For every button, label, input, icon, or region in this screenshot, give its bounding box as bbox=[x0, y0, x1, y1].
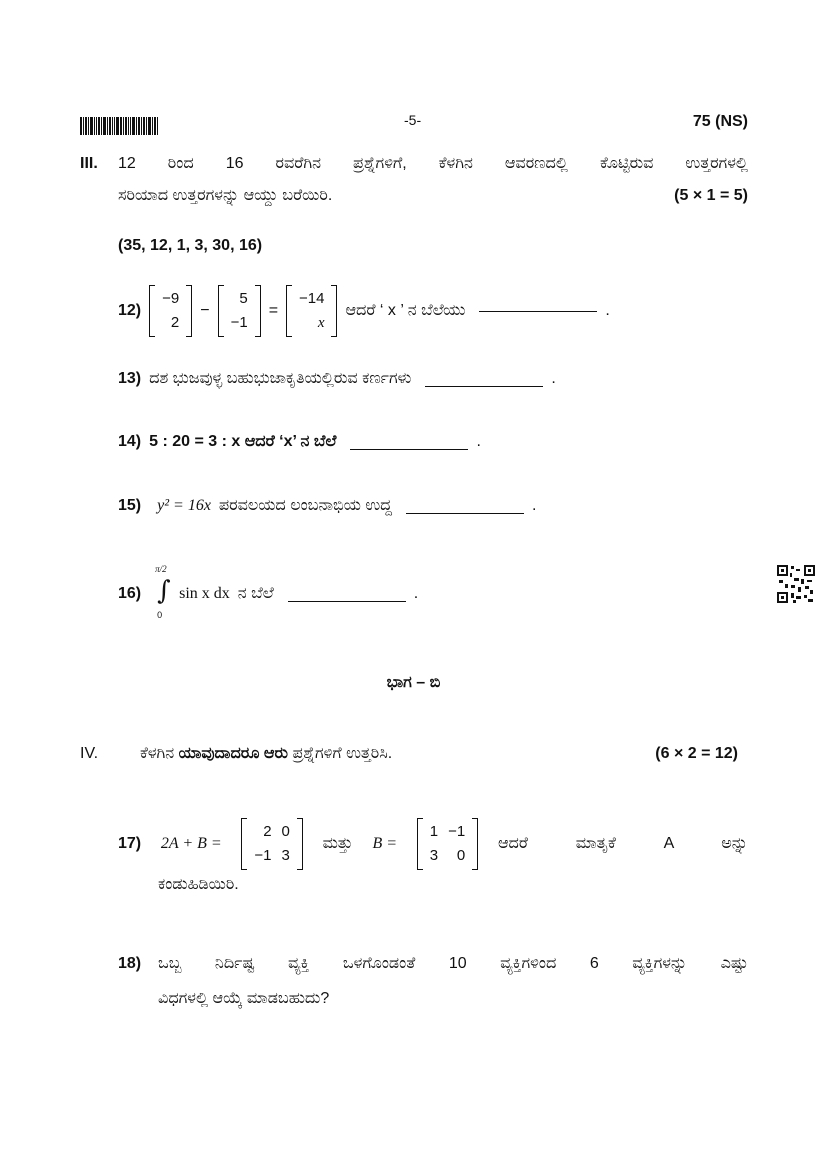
section-4-marks: (6 × 2 = 12) bbox=[655, 745, 738, 762]
answer-options: (35, 12, 1, 3, 30, 16) bbox=[118, 237, 263, 254]
paper-code: 75 (NS) bbox=[692, 113, 748, 130]
matrix-cell: 5 bbox=[239, 290, 248, 307]
matrix-cell: 2 bbox=[170, 314, 180, 331]
parabola-equation: y² = 16x bbox=[157, 497, 211, 514]
question-18-line1: ಒಬ್ಬ ನಿರ್ದಿಷ್ಟ ವ್ಯಕ್ತಿ ಒಳಗೊಂಡಂತೆ 10 ವ್ಯಕ್ತಿಗಳಿಂದ 6 ವ್ಯಕ್ತಿಗಳನ್ನು ಎಷ್ಟು bbox=[158, 955, 748, 972]
section-3-marks: (5 × 1 = 5) bbox=[674, 187, 748, 204]
barcode bbox=[80, 117, 188, 135]
matrix-cell: −14 bbox=[299, 290, 325, 307]
question-text: ಆದರೆ ‘ x ’ ನ ಬೆಲೆಯು bbox=[345, 302, 466, 319]
lower-limit: 0 bbox=[157, 610, 163, 620]
integral bbox=[155, 566, 171, 622]
question-17 bbox=[118, 818, 748, 870]
instruction-text: ಪ್ರಶ್ನೆಗಳಿಗೆ ಉತ್ತರಿಸಿ. bbox=[292, 745, 393, 762]
equation-lhs-2: B = bbox=[372, 835, 398, 852]
conjunction-text: ಮತ್ತು bbox=[322, 835, 353, 852]
matrix-3 bbox=[286, 285, 337, 337]
section-4-instruction bbox=[140, 745, 392, 763]
matrix-2 bbox=[417, 818, 478, 870]
equation-lhs: 2A + B = bbox=[160, 835, 222, 852]
question-text: ನ ಬೆಲೆ bbox=[237, 585, 274, 602]
qr-code bbox=[777, 565, 815, 603]
question-text: 5 : 20 = 3 : x ಆದರೆ ‘x’ ನ ಬೆಲೆ bbox=[149, 433, 337, 450]
matrix-cell: 1 bbox=[429, 823, 439, 840]
question-text: ಪರವಲಯದ ಲಂಬನಾಭಿಯ ಉದ್ದ bbox=[218, 497, 392, 514]
matrix-cell: −9 bbox=[162, 290, 180, 307]
section-3-roman: III. bbox=[80, 155, 98, 172]
matrix-cell: 3 bbox=[429, 847, 439, 864]
question-number: 12) bbox=[118, 302, 142, 319]
matrix-cell: −1 bbox=[230, 314, 248, 331]
question-18-line2: ವಿಧಗಳಲ್ಲಿ ಆಯ್ಕೆ ಮಾಡಬಹುದು? bbox=[158, 990, 330, 1007]
answer-blank[interactable] bbox=[406, 512, 524, 514]
part-b-title: ಭಾಗ – ಬಿ bbox=[386, 674, 441, 691]
period: . bbox=[531, 497, 537, 514]
section-3-instruction-line2: ಸರಿಯಾದ ಉತ್ತರಗಳನ್ನು ಆಯ್ದು ಬರೆಯಿರಿ. bbox=[118, 187, 333, 204]
question-16 bbox=[118, 566, 418, 622]
matrix-cell: −1 bbox=[254, 847, 272, 864]
minus-sign: − bbox=[200, 302, 210, 319]
section-3-instruction-line1: 12 ರಿಂದ 16 ರವರೆಗಿನ ಪ್ರಶ್ನೆಗಳಿಗೆ, ಕೆಳಗಿನ ಆವರಣದಲ್ಲಿ ಕೊಟ್ಟಿರುವ ಉತ್ತರಗಳಲ್ಲಿ bbox=[118, 155, 748, 172]
matrix-cell: 3 bbox=[281, 847, 290, 864]
answer-blank[interactable] bbox=[350, 448, 468, 450]
question-12 bbox=[118, 285, 610, 337]
matrix-2 bbox=[218, 285, 261, 337]
question-number: 13) bbox=[118, 370, 142, 387]
answer-blank[interactable] bbox=[425, 385, 543, 387]
period: . bbox=[551, 370, 556, 387]
instruction-text: ಕೆಳಗಿನ bbox=[140, 745, 175, 762]
question-number: 18) bbox=[118, 955, 142, 972]
integrand: sin x dx bbox=[179, 585, 230, 602]
question-number: 14) bbox=[118, 433, 142, 450]
matrix-cell: 2 bbox=[263, 823, 272, 840]
question-text: ದಶ ಭುಜವುಳ್ಳ ಬಹುಭುಜಾಕೃತಿಯಲ್ಲಿರುವ ಕರ್ಣಗಳು bbox=[149, 370, 412, 387]
question-13 bbox=[118, 370, 556, 388]
question-text: ಆದರೆ ಮಾತೃಕೆ A ಅನ್ನು bbox=[497, 835, 748, 852]
upper-limit: π/2 bbox=[155, 564, 167, 574]
matrix-cell: 0 bbox=[456, 847, 466, 864]
matrix-1 bbox=[241, 818, 302, 870]
instruction-emphasis: ಯಾವುದಾದರೂ ಆರು bbox=[178, 745, 289, 762]
matrix-cell: x bbox=[317, 315, 325, 331]
matrix-1 bbox=[149, 285, 192, 337]
period: . bbox=[605, 302, 610, 319]
question-number: 16) bbox=[118, 585, 142, 602]
matrix-cell: −1 bbox=[448, 823, 466, 840]
question-14 bbox=[118, 433, 481, 451]
period: . bbox=[413, 585, 419, 602]
question-number: 15) bbox=[118, 497, 142, 514]
period: . bbox=[476, 433, 481, 450]
equals-sign: = bbox=[268, 302, 279, 319]
answer-blank[interactable] bbox=[479, 310, 597, 312]
section-4-roman: IV. bbox=[80, 745, 99, 762]
integral-sign-icon: ∫ bbox=[157, 576, 171, 606]
page-number: -5- bbox=[404, 112, 422, 128]
question-number: 17) bbox=[118, 835, 142, 852]
answer-blank[interactable] bbox=[288, 600, 406, 602]
matrix-cell: 0 bbox=[281, 823, 290, 840]
question-17-line2: ಕಂಡುಹಿಡಿಯಿರಿ. bbox=[158, 876, 239, 893]
question-15 bbox=[118, 497, 536, 515]
